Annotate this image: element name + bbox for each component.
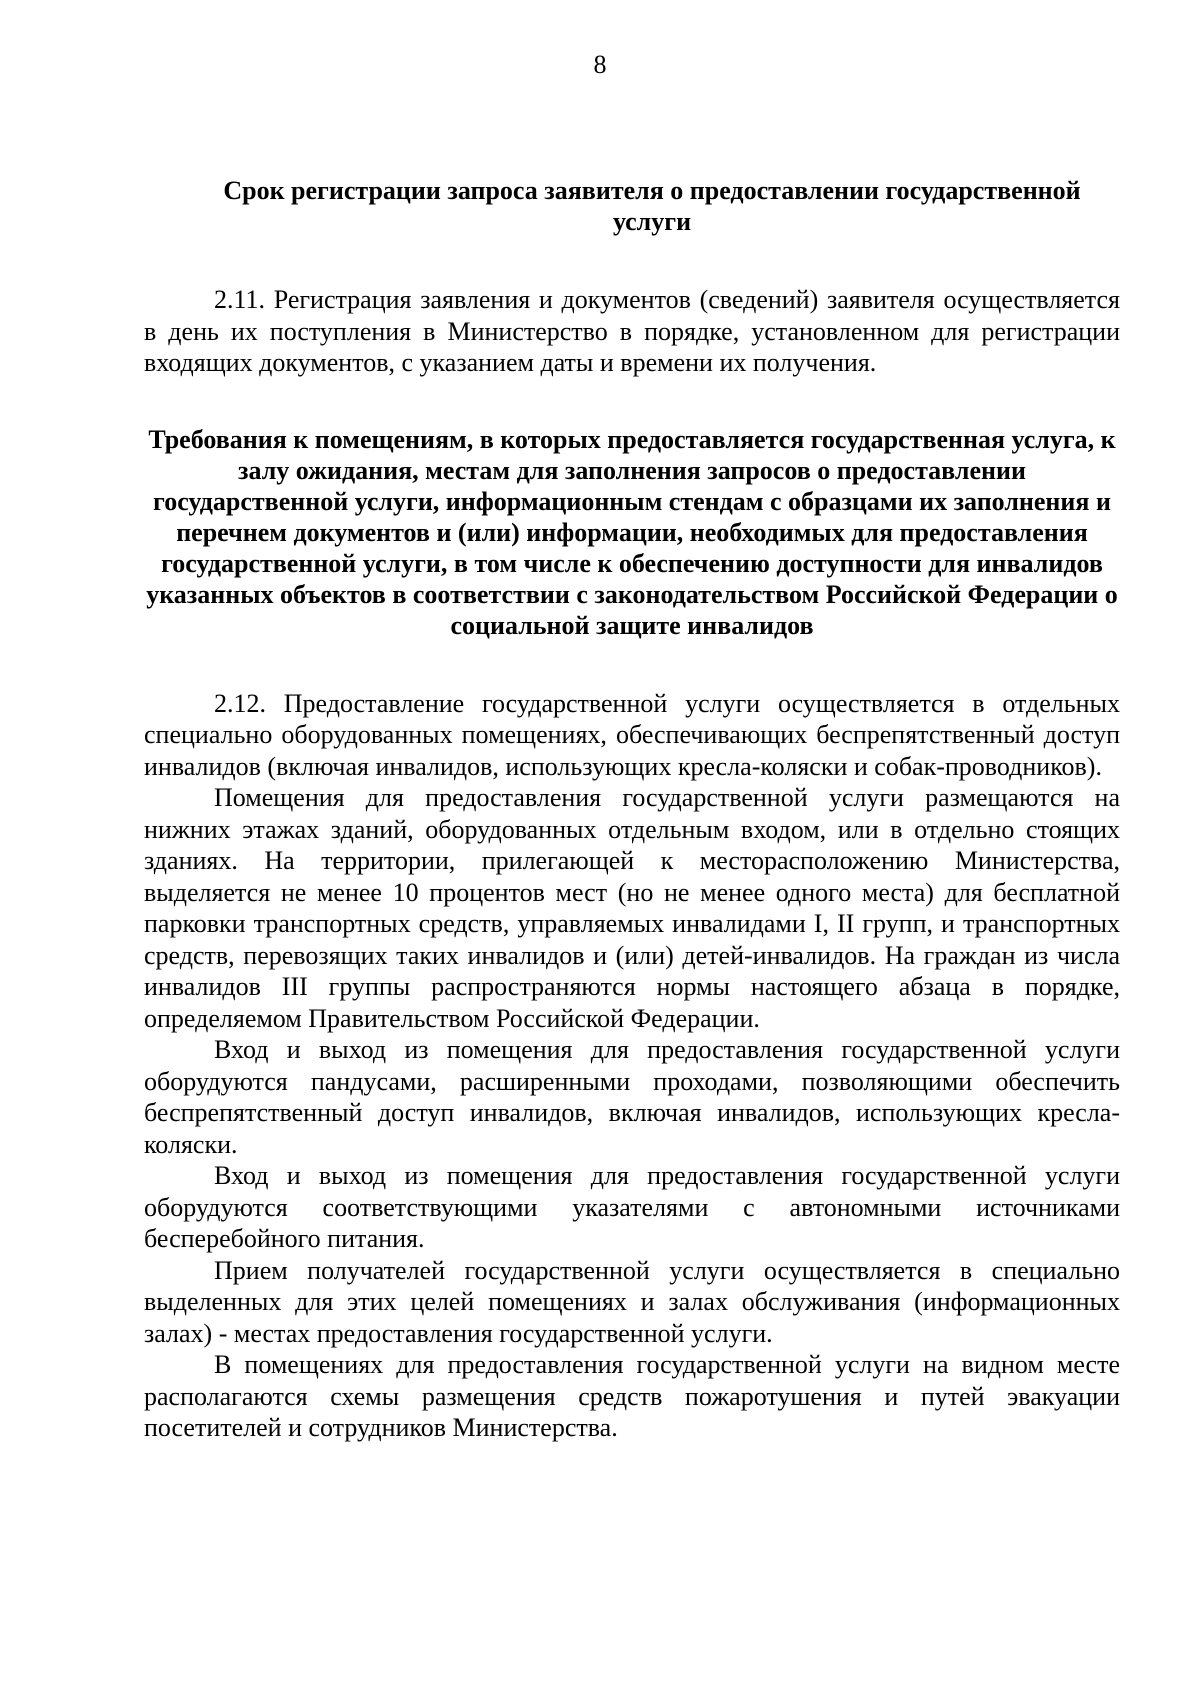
paragraph-premises-location: Помещения для предоставления государственной услуги размещаются на нижних этажах зданий, оборудованных отдельным входом, или в отдельно стоящих зданиях. На территории, прилегающей к месторасположению Министерства, выделяется не менее 10 процентов мест (но не менее одного места) для бесплатной парковки транспортных средств, управляемых инвалидами I, II групп, и транспортных средств, перевозящих таких инвалидов и (или) детей-инвалидов. На граждан из числа инвалидов III группы распространяются нормы настоящего абзаца в порядке, определяемом Правительством Российской Федерации. bbox=[144, 783, 1120, 1033]
paragraph-reception: Прием получателей государственной услуги осуществляется в специально выделенных для этих целей помещениях и залах обслуживания (информационных залах) - местах предоставления государственной услуги. bbox=[144, 1255, 1120, 1348]
section-heading-registration-term: Срок регистрации запроса заявителя о предоставлении государственной услуги bbox=[223, 176, 1081, 236]
page-number: 8 bbox=[593, 50, 607, 79]
paragraph-2-11: 2.11. Регистрация заявления и документов (сведений) заявителя осуществляется в день их поступления в Министерство в порядке, установленном для регистрации входящих документов, с указанием даты и времени их получения. bbox=[144, 285, 1120, 377]
document-body bbox=[144, 175, 1120, 1444]
paragraph-entrance-ramps: Вход и выход из помещения для предоставления государственной услуги оборудуются пандусами, расширенными проходами, позволяющими обеспечить беспрепятственный доступ инвалидов, включая инвалидов, использующих кресла-коляски. bbox=[144, 1035, 1120, 1159]
paragraph-entrance-signs: Вход и выход из помещения для предоставления государственной услуги оборудуются соответствующими указателями с автономными источниками бесперебойного питания. bbox=[144, 1161, 1120, 1253]
paragraph-2-12: 2.12. Предоставление государственной услуги осуществляется в отдельных специально оборудованных помещениях, обеспечивающих беспрепятственный доступ инвалидов (включая инвалидов, использующих кресла-коляски и собак-проводников). bbox=[144, 688, 1120, 781]
section-heading-premises-requirements: Требования к помещениям, в которых предоставляется государственная услуга, к залу ожидания, местам для заполнения запросов о предоставлении государственной услуги, информационным стендам с образцами их заполнения и перечнем документов и (или) информации, необходимых для предоставления государственной услуги, в том числе к обеспечению доступности для инвалидов указанных объектов в соответствии с законодательством Российской Федерации о социальной защите инвалидов bbox=[146, 424, 1118, 640]
paragraph-evacuation-schemes: В помещениях для предоставления государственной услуги на видном месте располагаются схемы размещения средств пожаротушения и путей эвакуации посетителей и сотрудников Министерства. bbox=[144, 1350, 1120, 1442]
